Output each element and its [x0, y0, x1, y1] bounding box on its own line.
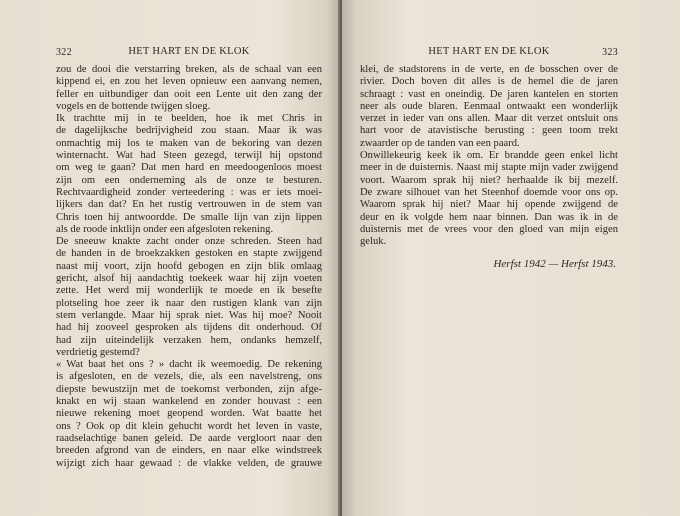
text-line: nieuwe rekening moet geopend worden. Wat baatte het — [56, 408, 322, 420]
text-line: verdrietig gestemd? — [56, 346, 140, 358]
text-line: neer als oude blaren. Eenmaal ontwaakt een wonderlijk — [360, 100, 618, 112]
text-line: lijkers dan dat? En het rustig vertrouwen in de stem van — [56, 199, 322, 211]
left-page-body — [56, 64, 322, 470]
text-line: breeden afgrond van de einders, en naar elke windstreek — [56, 445, 322, 457]
text-line: De zware silhouet van het Steenhof doemde voor ons op. — [360, 186, 618, 198]
text-line: deur en ik volgde hem naar binnen. Dan was ik in de — [360, 211, 618, 223]
text-line: had hij zooveel gesproken als tijdens dit onderhoud. Of — [56, 322, 322, 334]
text-line: verzet in ieder van ons allen. Maar dit verzet ontsluit ons — [360, 113, 618, 125]
text-line: voort. Waarom sprak hij niet? herhaalde ik bij mezelf. — [360, 174, 618, 186]
text-line: kippend ei, en zou het leven opnieuw een aanvang nemen, — [56, 76, 322, 88]
text-line: geluk. — [360, 236, 387, 248]
left-running-head: HET HART EN DE KLOK — [128, 46, 250, 57]
text-line: De sneeuw knakte zacht onder onze schreden. Steen had — [56, 236, 322, 248]
text-line: knakt en wij staan wankelend en zonder houvast : een — [56, 396, 322, 408]
text-line: raadselachtige banen geleid. De aarde vergloort naar den — [56, 432, 322, 444]
text-line: meer in de duisternis. Naast mij stapte mijn vader zwijgend — [360, 162, 618, 174]
text-line: schraagt : vast en oneindig. De jaren kantelen en storten — [360, 88, 618, 100]
text-line: de dagelijksche bedrijvigheid zou staan. Maar ik was — [56, 125, 322, 137]
right-page-body — [360, 64, 618, 248]
text-line: duisternis met de vrees voor den gloed van mijn eigen — [360, 223, 618, 235]
text-line: winternacht. Wat had Steen gezegd, terwijl hij opstond — [56, 150, 322, 162]
text-line: naast mij voort, zijn hoofd gebogen en zijn blik omlaag — [56, 260, 322, 272]
left-page-header — [56, 46, 322, 62]
text-line: « Wat baat het ons ? » dacht ik weemoedig. De rekening — [56, 359, 322, 371]
text-line: ons ? Ook op dit klein gehucht wordt het leven in vaste, — [56, 420, 322, 432]
right-page-header — [360, 46, 618, 62]
text-line: wijzigt zich haar gewaad : de vlakke velden, de grauwe — [56, 457, 322, 469]
text-line: zou de dooi die verstarring breken, als de schaal van een — [56, 64, 322, 75]
text-line: klei, de stadstorens in de verte, en de bosschen over de — [360, 64, 618, 75]
text-line: plotseling hoe zeer ik naar den rustigen klank van zijn — [56, 297, 322, 309]
right-running-head: HET HART EN DE KLOK — [428, 46, 550, 57]
date-signature: Herfst 1942 — Herfst 1943. — [493, 258, 616, 271]
text-line: als de roode inktlijn onder een afgesloten rekening. — [56, 223, 274, 235]
text-line: Ik trachtte mij in te beelden, hoe ik met Chris in — [56, 113, 322, 125]
text-line: zette. Het werd mij wonderlijk te moede en ik besefte — [56, 285, 322, 297]
text-line: Chris toen hij antwoordde. De smalle lijn van zijn lippen — [56, 211, 322, 223]
right-page-number: 323 — [602, 47, 618, 58]
text-line: Rechtvaardigheid zonder verteedering : was er iets moei- — [56, 186, 322, 198]
text-line: is afgesloten, en de vezels, die, als een navelstreng, ons — [56, 371, 322, 383]
text-line: Onwillekeurig keek ik om. Er brandde geen enkel licht — [360, 150, 618, 162]
text-line: rivier. Doch boven dit alles is de hemel die de jaren — [360, 76, 618, 88]
text-line: de handen in de broekzakken gestoken en stapte zwijgend — [56, 248, 322, 260]
text-line: had zijn uiteindelijk verzaken hem, ondanks hemzelf, — [56, 334, 322, 346]
text-line: om weg te gaan? Dat men hard en meedoogenloos moest — [56, 162, 322, 174]
text-line: feller en uitbundiger dan ooit een Lente uit den zang der — [56, 88, 322, 100]
text-line: stem verlangde. Maar hij sprak niet. Was hij moe? Nooit — [56, 309, 322, 321]
text-line: zwaarder op de tanden van een paard. — [360, 137, 520, 149]
text-line: hart voor de atavistische berusting : geen toom trekt — [360, 125, 618, 137]
text-line: zijn om een onderneming als de onze te besturen. — [56, 174, 322, 186]
right-page — [342, 0, 680, 516]
text-line: gericht, alsof hij aandachtig toekeek waar hij zijn voeten — [56, 273, 322, 285]
text-line: Waarom sprak hij niet? Maar hij opende zwijgend de — [360, 199, 618, 211]
text-line: vogels en de bottende twijgen sloeg. — [56, 100, 211, 112]
left-page-number: 322 — [56, 47, 72, 58]
text-line: diepste bewustzijn met de toekomst verbonden, zijn afge- — [56, 383, 322, 395]
text-line: onmachtig mij los te maken van de bekoring van dezen — [56, 137, 322, 149]
